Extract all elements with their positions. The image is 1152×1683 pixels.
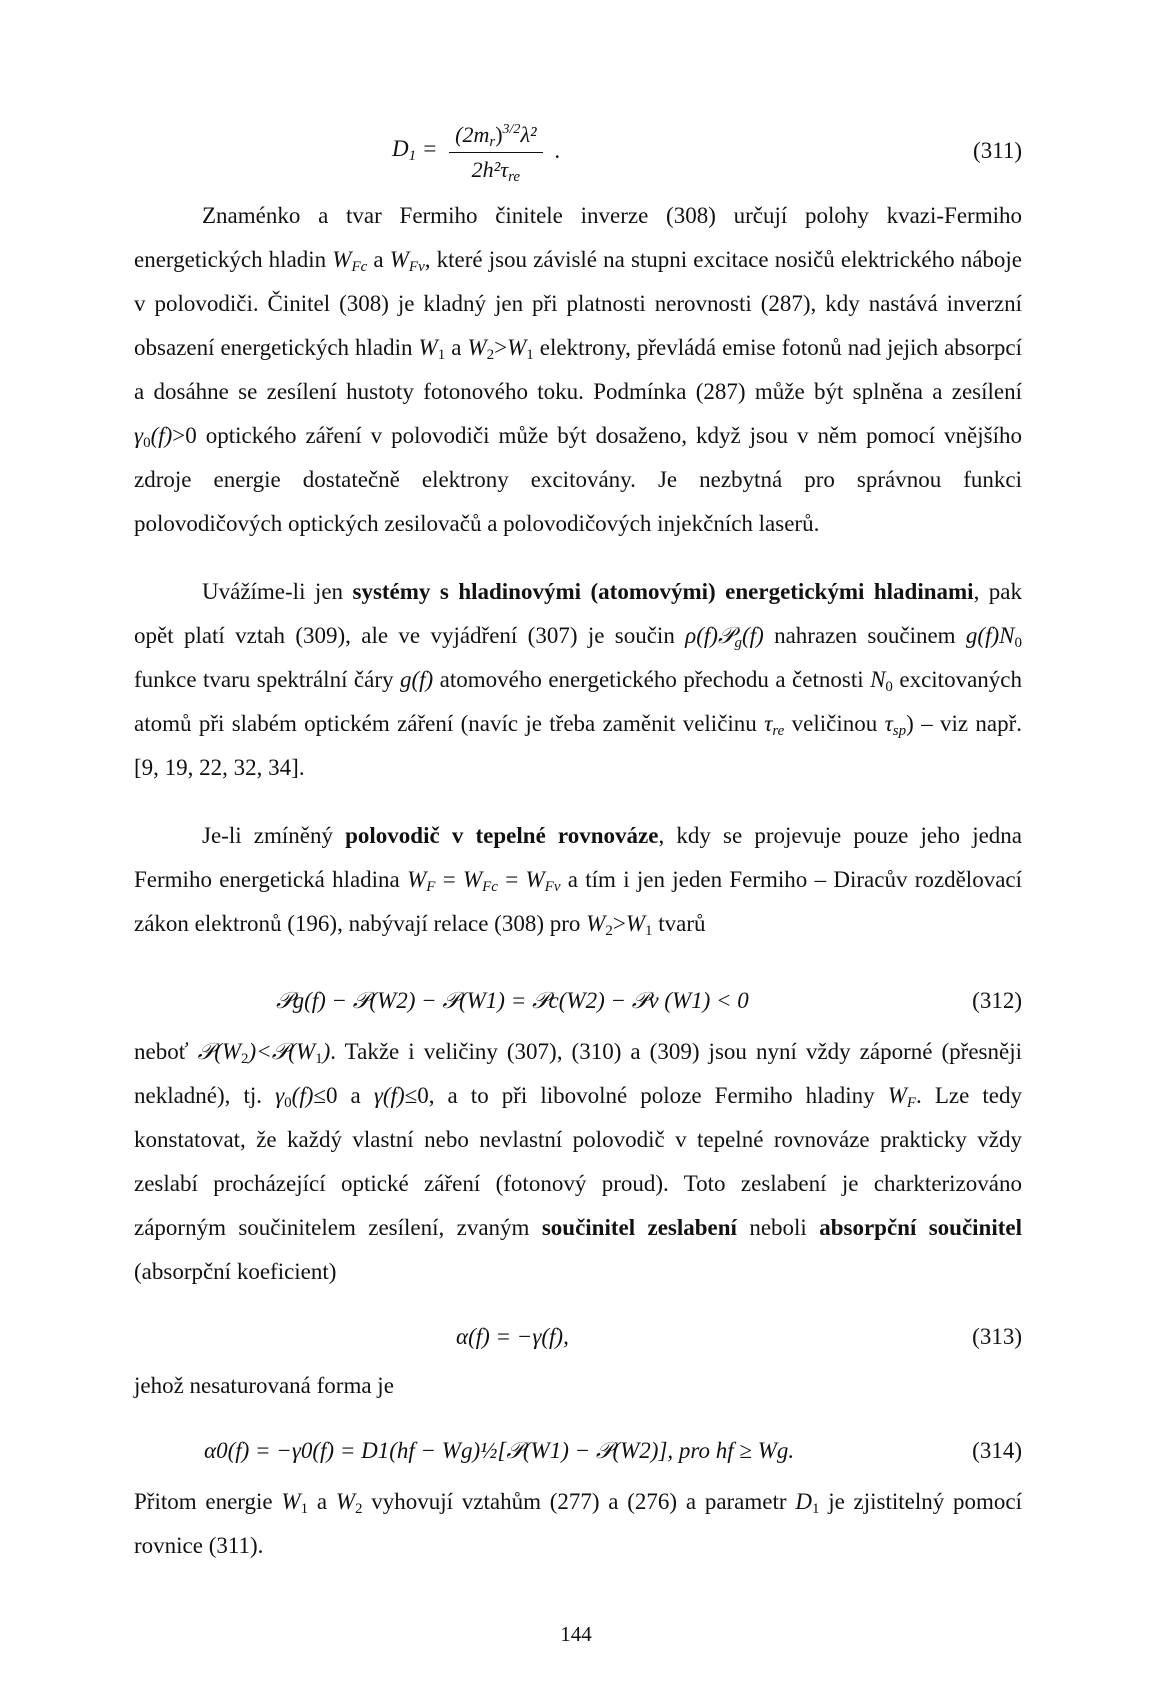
eq311-denominator: $2h^2\tau_{re}$ bbox=[471, 157, 521, 185]
equation-314-body: α0(f) = −γ0(f) = D1(hf − Wg)½[𝒫(W1) − 𝒫(W2)], pro hf ≥ Wg. bbox=[204, 1438, 795, 1463]
equation-number: (314) bbox=[972, 1438, 1022, 1463]
equation-314 bbox=[134, 1424, 1022, 1476]
equation-312 bbox=[134, 980, 1022, 1024]
equation-311 bbox=[134, 112, 1022, 196]
paragraph-thermal-equilibrium: Je-li zmíněný polovodič v tepelné rovnováze, kdy se projevuje pouze jeho jedna Fermiho energetická hladina $W_F = W_{Fc} = W_{Fv}$ a tím i jen jeden Fermiho – Diracův rozdělovací zákon elektronů (196), nabývají relace (308) pro $W_2>W_1$ tvarů bbox=[134, 823, 1023, 939]
page-number: 144 bbox=[560, 1622, 592, 1646]
eq311-trail: . bbox=[554, 137, 561, 163]
equation-number: (312) bbox=[972, 988, 1022, 1013]
equation-313-body: α(f) = −γ(f), bbox=[456, 1324, 569, 1349]
equation-312-body: 𝒫g(f) − 𝒫(W2) − 𝒫(W1) = 𝒫c(W2) − 𝒫v (W1) < 0 bbox=[276, 988, 749, 1013]
equation-313 bbox=[134, 1316, 1022, 1360]
eq311-lhs: $D_1$ = bbox=[392, 135, 438, 164]
eq311-numerator: $(2m_r)^{3/2}\lambda^2$ bbox=[449, 120, 542, 153]
equation-number: (311) bbox=[973, 138, 1022, 163]
paragraph-atomic-systems: Uvážíme-li jen systémy s hladinovými (atomovými) energetickými hladinami, pak opět platí vztah (309), ale ve vyjádření (307) je součin ρ(f)𝒫$_g$(f) nahrazen součinem $g(f)N_0$ funkce tvaru spektrální čáry g(f) atomového energetického přechodu a četnosti $N_0$ excitovaných atomů při slabém optickém záření (navíc je třeba zaměnit veličinu $\tau_{re}$ veličinou $\tau_{sp}$) – viz např. [9, 19, 22, 32, 34]. bbox=[134, 579, 1022, 780]
equation-number: (313) bbox=[972, 1324, 1022, 1349]
paragraph-absorption: neboť $𝒫(W_2)<𝒫(W_1)$. Takže i veličiny (307), (310) a (309) jsou nyní vždy záporné (přesněji nekladné), tj. $\gamma_0(f)\le 0$ a γ(f)≤0, a to při libovolné poloze Fermiho hladiny $W_F$. Lze tedy konstatovat, že každý vlastní nebo nevlastní polovodič v tepelné rovnováze prakticky vždy zeslabí procházející optické záření (fotonový proud). Toto zeslabení je charkterizováno záporným součinitelem zesílení, zvaným součinitel zeslabení neboli absorpční součinitel (absorpční koeficient) bbox=[134, 1039, 1022, 1284]
equation-311-body bbox=[392, 120, 560, 185]
eq311-fraction bbox=[449, 120, 542, 185]
paragraph-unsaturated-form: jehož nesaturovaná forma je bbox=[134, 1373, 394, 1398]
paragraph-fermi-factor: Znaménko a tvar Fermiho činitele inverze (308) určují polohy kvazi-Fermiho energetických hladin $W_{Fc}$ a $W_{Fv}$, které jsou závislé na stupni excitace nosičů elektrického náboje v polovodiči. Činitel (308) je kladný jen při platnosti nerovnosti (287), kdy nastává inverzní obsazení energetických hladin $W_1$ a $W_2>W_1$ elektrony, převládá emise fotonů nad jejich absorpcí a dosáhne se zesílení hustoty fotonového toku. Podmínka (287) může být splněna a zesílení $\gamma_0(f)>0$ optického záření v polovodiči může být dosaženo, když jsou v něm pomocí vnějšího zdroje energie dostatečně elektrony excitovány. Je nezbytná pro správnou funkci polovodičových optických zesilovačů a polovodičových injekčních laserů. bbox=[134, 203, 1022, 536]
paragraph-energies: Přitom energie $W_1$ a $W_2$ vyhovují vztahům (277) a (276) a parametr $D_1$ je zjistitelný pomocí rovnice (311). bbox=[134, 1489, 1023, 1558]
